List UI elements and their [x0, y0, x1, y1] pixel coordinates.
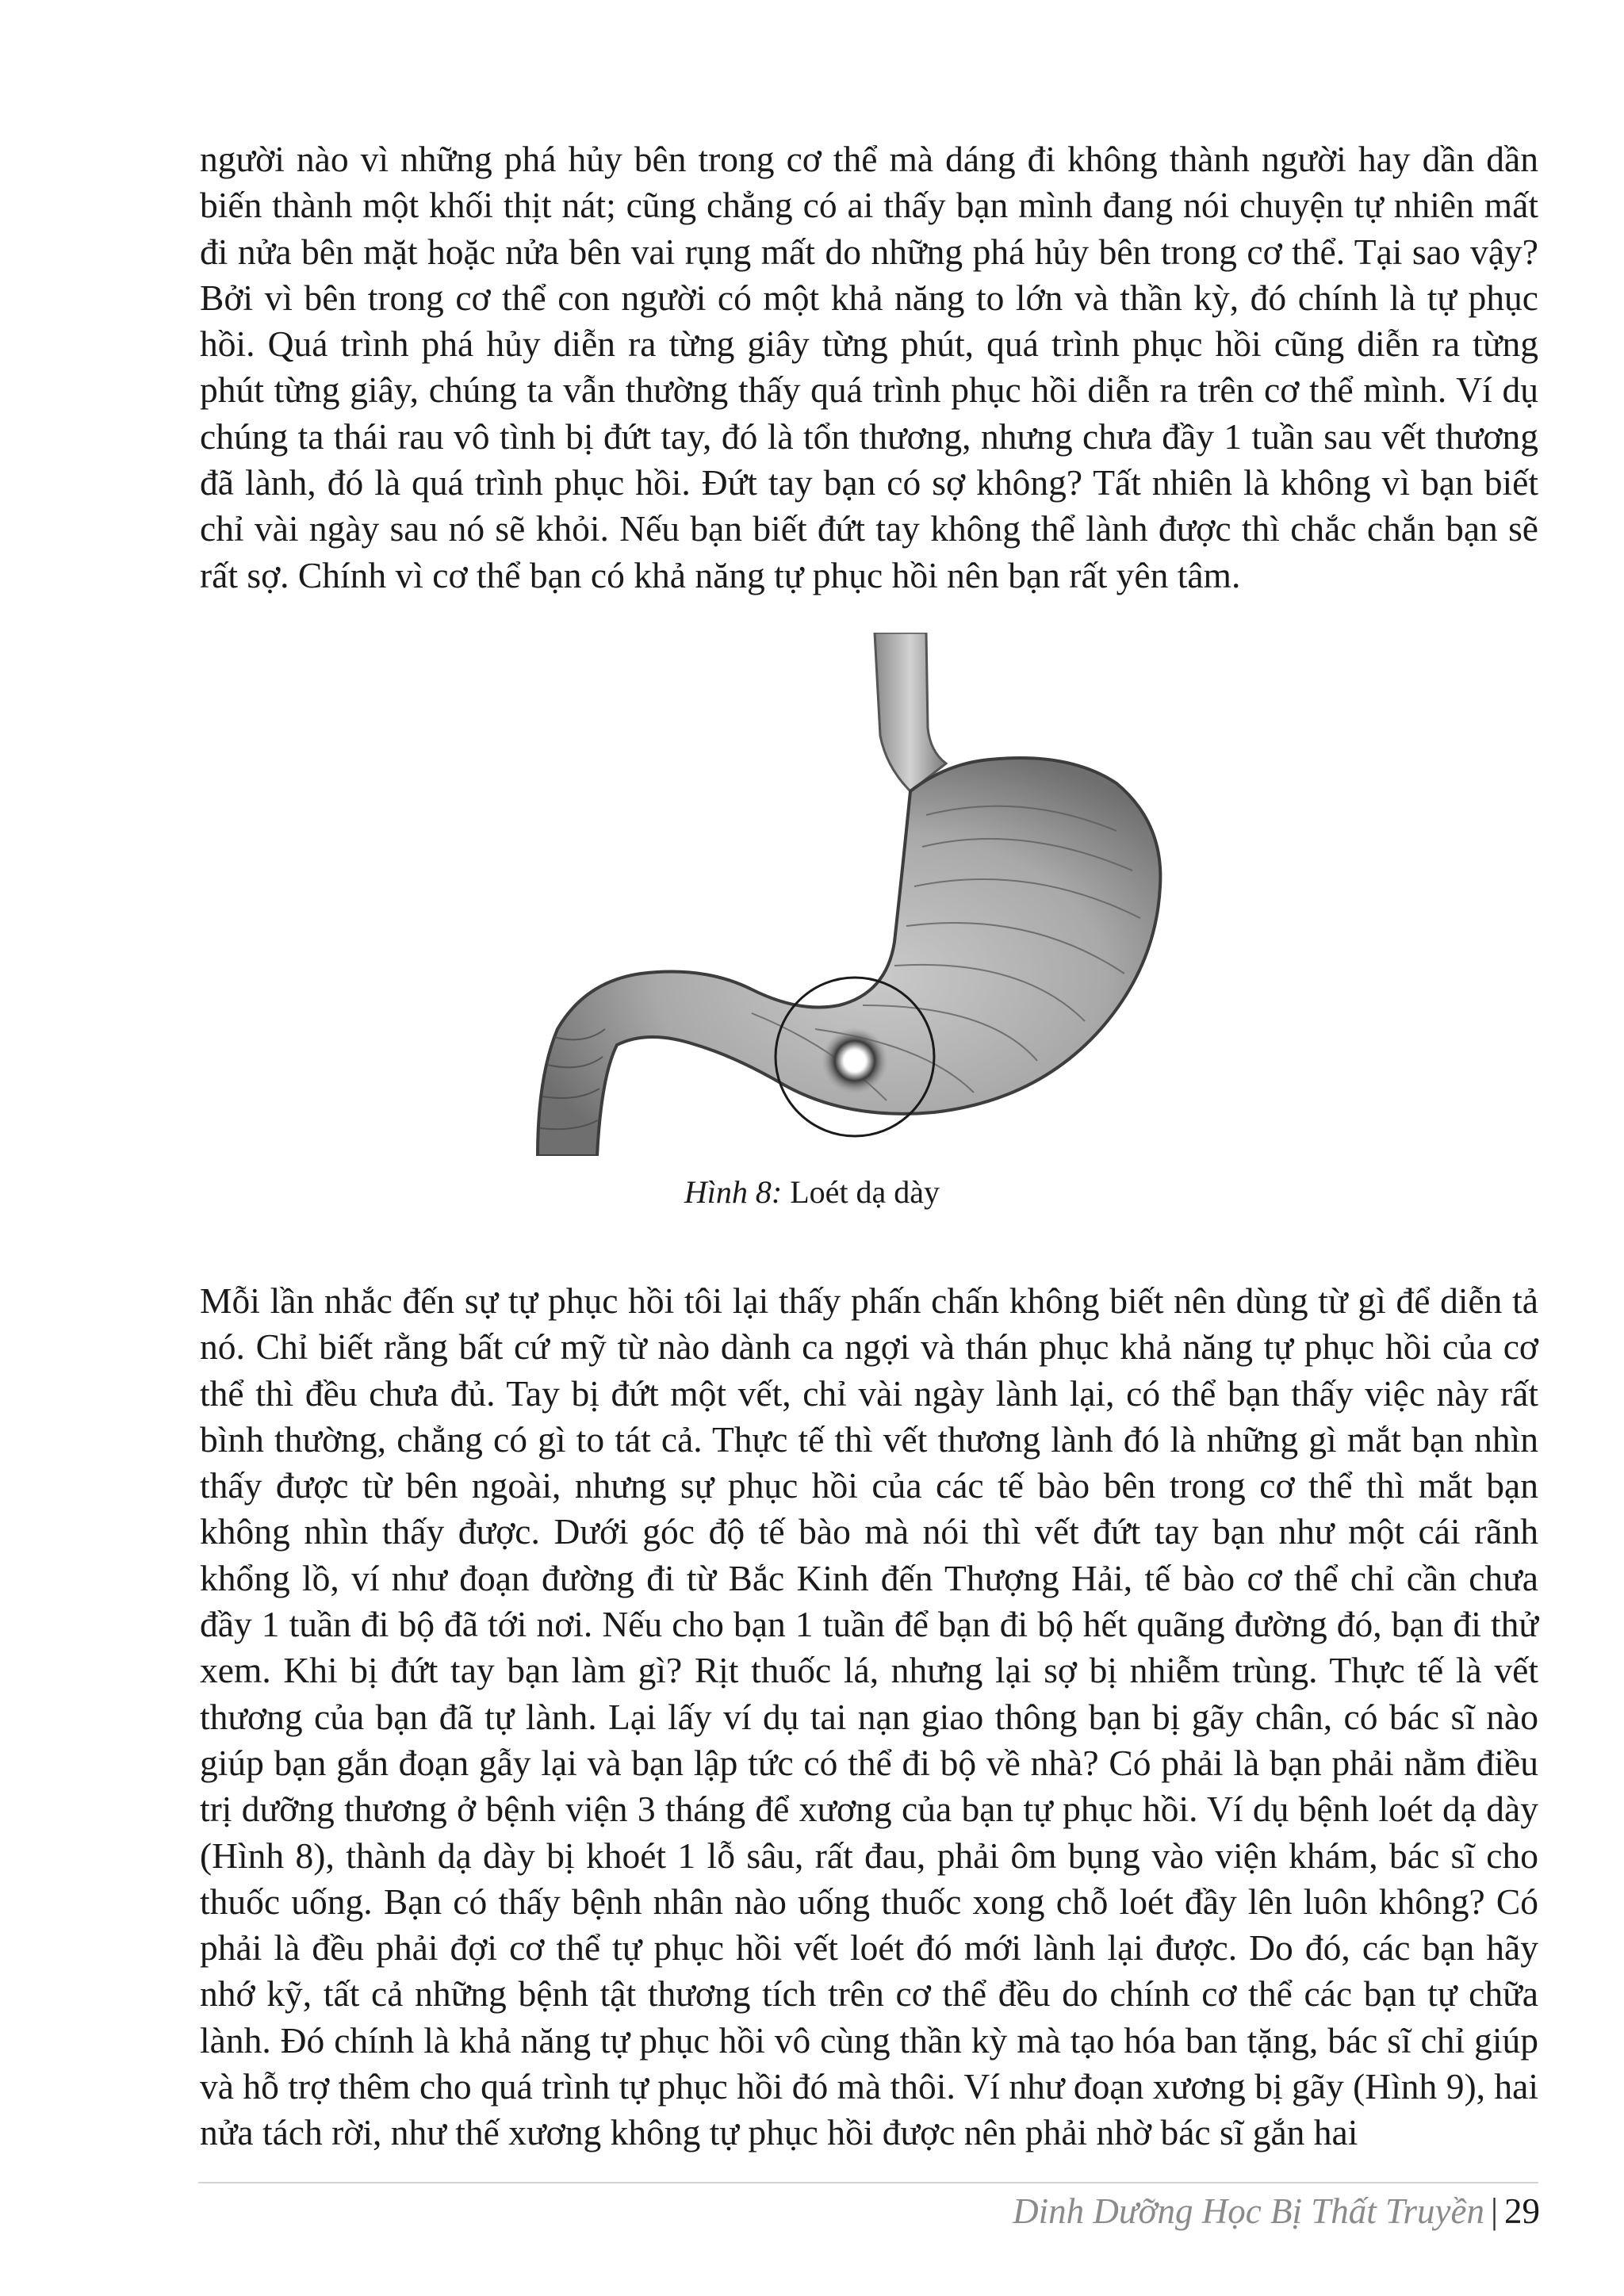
footer-divider	[198, 2182, 1538, 2183]
figure-caption-label: Hình 8:	[684, 1174, 783, 1210]
footer-book-title: Dinh Dưỡng Học Bị Thất Truyền	[1013, 2191, 1484, 2231]
stomach-ulcer-icon	[514, 633, 1235, 1156]
page-number: 29	[1504, 2191, 1540, 2231]
stomach-ulcer-figure	[514, 633, 1235, 1156]
figure-caption	[0, 1173, 1624, 1211]
body-paragraph-2: Mỗi lần nhắc đến sự tự phục hồi tôi lại thấy phấn chấn không biết nên dùng từ gì để diễn tả nó. Chỉ biết rằng bất cứ mỹ từ nào dành ca ngợi và thán phục khả năng tự phục hồi của cơ thể thì đều chưa đủ. Tay bị đứt một vết, chỉ vài ngày lành lại, có thể bạn thấy việc này rất bình thường, chẳng có gì to tát cả. Thực tế thì vết thương lành đó là những gì mắt bạn nhìn thấy được từ bên ngoài, nhưng sự phục hồi của các tế bào bên trong cơ thể thì mắt bạn không nhìn thấy được. Dưới góc độ tế bào mà nói thì vết đứt tay bạn như một cái rãnh khổng lồ, ví như đoạn đường đi từ Bắc Kinh đến Thượng Hải, tế bào cơ thể chỉ cần chưa đầy 1 tuần đi bộ đã tới nơi. Nếu cho bạn 1 tuần để bạn đi bộ hết quãng đường đó, bạn đi thử xem. Khi bị đứt tay bạn làm gì? Rịt thuốc lá, nhưng lại sợ bị nhiễm trùng. Thực tế là vết thương của bạn đã tự lành. Lại lấy ví dụ tai nạn giao thông bạn bị gãy chân, có bác sĩ nào giúp bạn gắn đoạn gẫy lại và bạn lập tức có thể đi bộ về nhà? Có phải là bạn phải nằm điều trị dưỡng thương ở bệnh viện 3 tháng để xương của bạn tự phục hồi. Ví dụ bệnh loét dạ dày (Hình 8), thành dạ dày bị khoét 1 lỗ sâu, rất đau, phải ôm bụng vào viện khám, bác sĩ cho thuốc uống. Bạn có thấy bệnh nhân nào uống thuốc xong chỗ loét đầy lên luôn không? Có phải là đều phải đợi cơ thể tự phục hồi vết loét đó mới lành lại được. Do đó, các bạn hãy nhớ kỹ, tất cả những bệnh tật thương tích trên cơ thể đều do chính cơ thể các bạn tự chữa lành. Đó chính là khả năng tự phục hồi vô cùng thần kỳ mà tạo hóa ban tặng, bác sĩ chỉ giúp và hỗ trợ thêm cho quá trình tự phục hồi đó mà thôi. Ví như đoạn xương bị gãy (Hình 9), hai nửa tách rời, như thế xương không tự phục hồi được nên phải nhờ bác sĩ gắn hai	[200, 1280, 1538, 2153]
body-paragraph-1: người nào vì những phá hủy bên trong cơ thể mà dáng đi không thành người hay dần dần biến thành một khối thịt nát; cũng chẳng có ai thấy bạn mình đang nói chuyện tự nhiên mất đi nửa bên mặt hoặc nửa bên vai rụng mất do những phá hủy bên trong cơ thể. Tại sao vậy? Bởi vì bên trong cơ thể con người có một khả năng to lớn và thần kỳ, đó chính là tự phục hồi. Quá trình phá hủy diễn ra từng giây từng phút, quá trình phục hồi cũng diễn ra từng phút từng giây, chúng ta vẫn thường thấy quá trình phục hồi diễn ra trên cơ thể mình. Ví dụ chúng ta thái rau vô tình bị đứt tay, đó là tổn thương, nhưng chưa đầy 1 tuần sau vết thương đã lành, đó là quá trình phục hồi. Đứt tay bạn có sợ không? Tất nhiên là không vì bạn biết chỉ vài ngày sau nó sẽ khỏi. Nếu bạn biết đứt tay không thể lành được thì chắc chắn bạn sẽ rất sợ. Chính vì cơ thể bạn có khả năng tự phục hồi nên bạn rất yên tâm.	[200, 139, 1538, 595]
footer-separator: |	[1490, 2191, 1498, 2231]
page-footer	[1013, 2190, 1540, 2233]
figure-caption-text: Loét dạ dày	[790, 1174, 940, 1210]
